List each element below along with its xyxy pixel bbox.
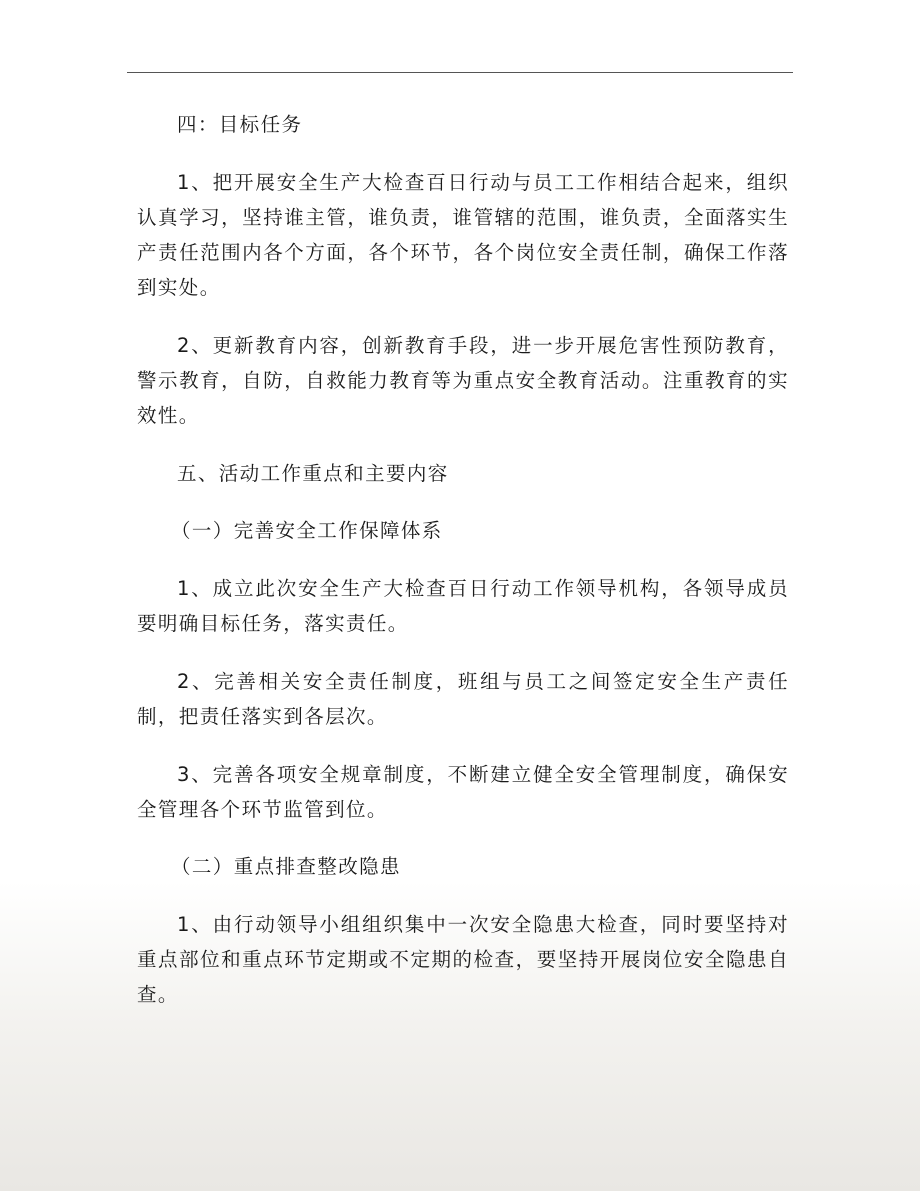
section-heading-5: 五、活动工作重点和主要内容 — [176, 462, 449, 485]
paragraph-4-1: 1、把开展安全生产大检查百日行动与员工工作相结合起来，组织认真学习，坚持谁主管，谁负责，谁管辖的范围，谁负责，全面落实生产责任范围内各个方面，各个环节，各个岗位安全责任制，确保工作落到实处。 — [137, 171, 789, 299]
subsection-heading-1: （一）完善安全工作保障体系 — [171, 519, 443, 542]
section-heading-4: 四：目标任务 — [176, 113, 303, 136]
paragraph-5-1-3: 3、完善各项安全规章制度，不断建立健全安全管理制度，确保安全管理各个环节监管到位。 — [137, 763, 789, 821]
header-rule — [127, 72, 793, 73]
paragraph-5-2-1: 1、由行动领导小组组织集中一次安全隐患大检查，同时要坚持对重点部位和重点环节定期或不定期的检查，要坚持开展岗位安全隐患自查。 — [137, 913, 789, 1006]
subsection-heading-2: （二）重点排查整改隐患 — [171, 855, 401, 878]
paragraph-4-2: 2、更新教育内容，创新教育手段，进一步开展危害性预防教育，警示教育，自防，自救能力教育等为重点安全教育活动。注重教育的实效性。 — [137, 334, 789, 427]
document-body — [137, 107, 789, 1012]
paragraph-5-1-1: 1、成立此次安全生产大检查百日行动工作领导机构，各领导成员要明确目标任务，落实责任。 — [137, 577, 789, 635]
paragraph-5-1-2: 2、完善相关安全责任制度，班组与员工之间签定安全生产责任制，把责任落实到各层次。 — [137, 670, 789, 728]
